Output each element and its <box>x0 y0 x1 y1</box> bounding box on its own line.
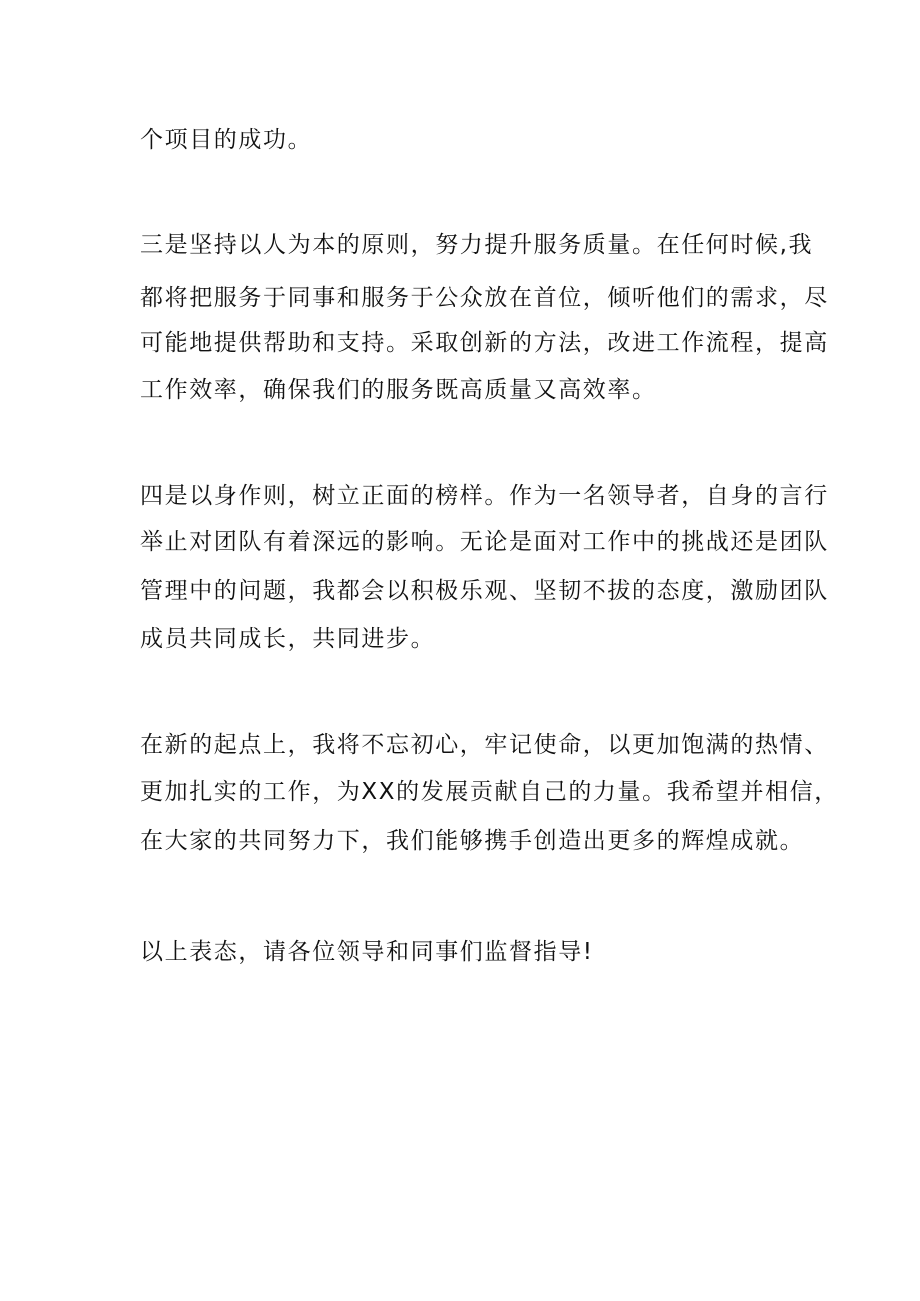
paragraph-4-line-1: 在新的起点上，我将不忘初心，牢记使命，以更加饱满的热情、 <box>140 732 829 758</box>
paragraph-1-line-1: 个项目的成功。 <box>140 127 313 153</box>
paragraph-3-line-4: 成员共同成长，共同进步。 <box>140 626 436 652</box>
paragraph-2-line-2: 都将把服务于同事和服务于公众放在首位，倾听他们的需求，尽 <box>140 285 829 311</box>
paragraph-2-line-1: 三是坚持以人为本的原则，努力提升服务质量。在任何时候,我 <box>140 232 814 258</box>
paragraph-4-line-2: 更加扎实的工作，为XX的发展贡献自己的力量。我希望并相信， <box>140 779 839 805</box>
paragraph-2-line-3: 可能地提供帮助和支持。采取创新的方法，改进工作流程，提高 <box>140 330 829 356</box>
paragraph-3-line-3: 管理中的问题，我都会以积极乐观、坚韧不拔的态度，激励团队 <box>140 578 829 604</box>
paragraph-3-line-1: 四是以身作则，树立正面的榜样。作为一名领导者，自身的言行 <box>140 483 829 509</box>
paragraph-4-line-3: 在大家的共同努力下，我们能够携手创造出更多的辉煌成就。 <box>140 828 805 854</box>
paragraph-3-line-2: 举止对团队有着深远的影响。无论是面对工作中的挑战还是团队 <box>140 529 829 555</box>
paragraph-2-line-4: 工作效率，确保我们的服务既高质量又高效率。 <box>140 377 657 403</box>
paragraph-5-line-1: 以上表态，请各位领导和同事们监督指导! <box>140 939 594 965</box>
